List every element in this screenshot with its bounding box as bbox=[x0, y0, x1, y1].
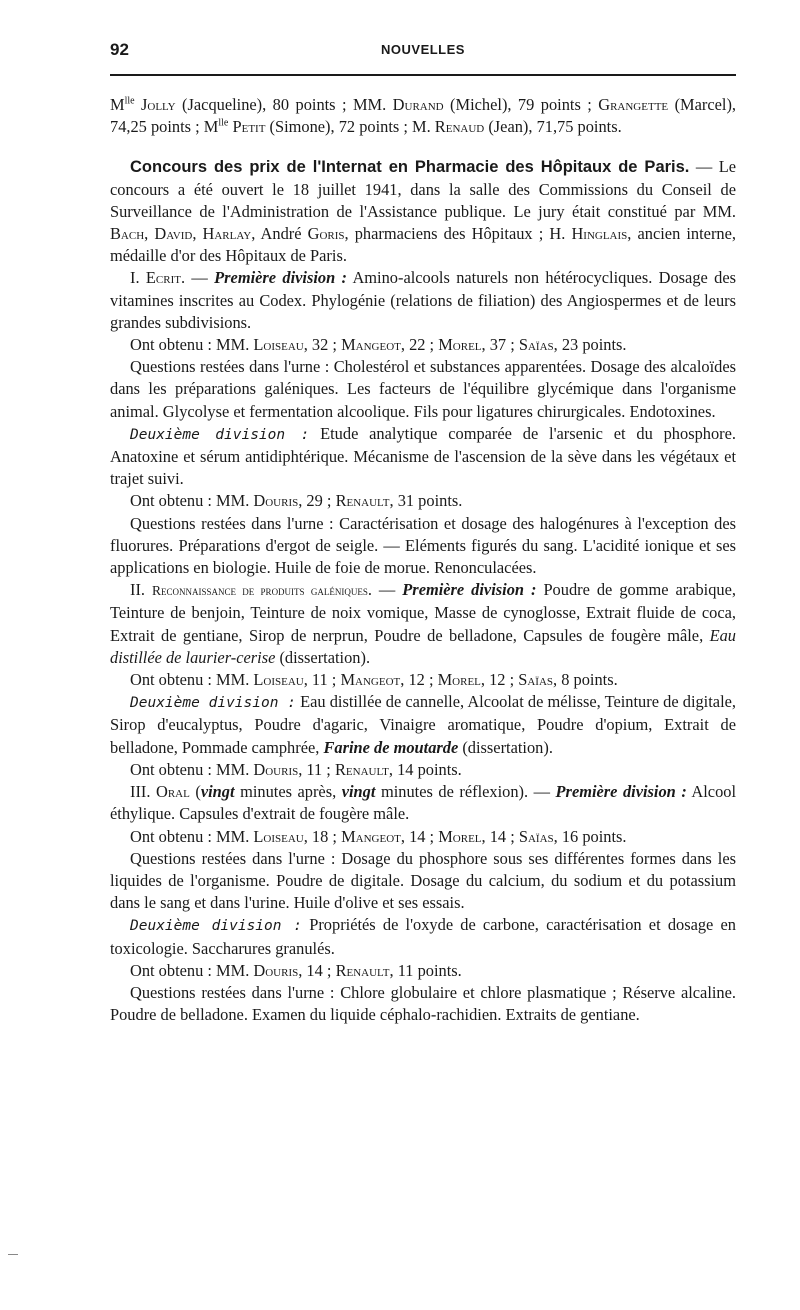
person-name: Douris bbox=[253, 759, 299, 779]
person-name: Morel bbox=[438, 826, 482, 846]
text: , André bbox=[251, 224, 308, 244]
paragraph-division bbox=[110, 423, 736, 491]
paragraph-concours bbox=[110, 156, 736, 267]
text: Propriétés de l'oxyde de carbone, caractérisation et dosage en toxicologie. Saccharures granulés. bbox=[110, 915, 736, 958]
spacer bbox=[110, 138, 736, 156]
person-name: Mangeot bbox=[341, 335, 401, 355]
text: minutes après, bbox=[234, 782, 342, 802]
text: , ancien interne, médaille d'or des Hôpitaux de Paris. bbox=[110, 224, 736, 266]
text: vingt bbox=[200, 782, 235, 802]
text: , 11 ; bbox=[298, 759, 335, 779]
paragraph-reconnaissance bbox=[110, 579, 736, 669]
text: lle bbox=[124, 95, 135, 107]
person-name: Loiseau bbox=[253, 335, 304, 355]
paragraph-questions: Questions restées dans l'urne : Caractérisation et dosage des halogénures à l'exception des fluorures. Préparations d'ergot de seigle. — Eléments figurés du sang. L'acidité ionique et ses applications en biologie. Huile de foie de morue. Renonculacées. bbox=[110, 513, 736, 578]
text: , 14 points. bbox=[388, 759, 462, 779]
division-label: Deuxième division : bbox=[130, 426, 310, 443]
text: , 23 points. bbox=[553, 335, 627, 355]
text: , 18 ; bbox=[303, 826, 342, 846]
person-name: Saïas bbox=[518, 670, 554, 690]
person-name: Bach bbox=[110, 224, 145, 244]
text: Eau distillée de cannelle, Alcoolat de mélisse, Teinture de digitale, Sirop d'eucalyptus, Poudre d'agaric, Vinaigre aromatique, Poudre d'opium, Extrait de belladone, Pommade camphrée, bbox=[110, 692, 736, 757]
text: , 22 ; bbox=[400, 335, 439, 355]
text: Reconnaissance de produits galéniques bbox=[152, 583, 368, 599]
text: , 14 ; bbox=[481, 826, 519, 846]
text: , 31 points. bbox=[389, 491, 463, 511]
scan-mark bbox=[8, 1254, 18, 1255]
running-title: NOUVELLES bbox=[381, 42, 465, 57]
text: Ont obtenu : MM. bbox=[130, 960, 254, 980]
text: (dissertation). bbox=[275, 647, 371, 667]
text: , bbox=[144, 224, 155, 244]
text: Ont obtenu : MM. bbox=[130, 826, 254, 846]
division-label: Deuxième division : bbox=[130, 918, 303, 935]
text: vingt bbox=[341, 782, 376, 802]
header-rule bbox=[110, 74, 736, 76]
person-name: Mangeot bbox=[340, 670, 401, 690]
person-name: Morel bbox=[438, 335, 482, 355]
page-number: 92 bbox=[110, 40, 129, 59]
person-name: Durand bbox=[392, 95, 444, 114]
paragraph-results bbox=[110, 960, 736, 982]
text: (Marcel), 74,25 points ; M bbox=[110, 95, 736, 137]
text: I. bbox=[130, 268, 146, 288]
text: M bbox=[110, 95, 125, 114]
paragraph-questions: Questions restées dans l'urne : Cholestérol et substances apparentées. Dosage des alcaloïdes dans les préparations galéniques. Les facteurs de l'équilibre glycémique dans l'organisme animal. Glycolyse et fermentation alcoolique. Fils pour ligatures chirurgicales. Endotoxines. bbox=[110, 357, 736, 421]
person-name: Goris bbox=[307, 224, 345, 244]
text: , 29 ; bbox=[298, 491, 336, 511]
person-name: Renaud bbox=[434, 117, 485, 137]
article-body bbox=[110, 94, 736, 1026]
text: Ont obtenu : MM. bbox=[130, 491, 254, 511]
person-name: Mangeot bbox=[341, 826, 401, 846]
text: , 12 ; bbox=[400, 670, 438, 690]
division-label: Première division : bbox=[214, 268, 348, 288]
text: (dissertation). bbox=[458, 737, 553, 757]
paragraph-questions: Questions restées dans l'urne : Chlore globulaire et chlore plasmatique ; Réserve alcaline. Poudre de belladone. Examen du liquide céphalo-rachidien. Extraits de gentiane. bbox=[110, 982, 736, 1025]
text: , 14 ; bbox=[400, 826, 439, 846]
division-label: Première division : bbox=[555, 782, 687, 802]
text: , 11 points. bbox=[389, 960, 462, 980]
text: — Le concours a été ouvert le 18 juillet 1941, dans la salle des Commissions du Conseil de Surveillance de l'Administration de l'Assistance publique. Le jury était constitué par MM. bbox=[110, 157, 736, 221]
division-label: Deuxième division : bbox=[130, 695, 296, 712]
text: Ecrit bbox=[145, 268, 181, 288]
paragraph-results bbox=[110, 669, 736, 691]
paragraph-division bbox=[110, 691, 736, 759]
paragraph-questions: Questions restées dans l'urne : Dosage du phosphore sous ses différentes formes dans les liquides de l'organisme. Poudre de digitale. Dosage du calcium, du sodium et du potassium dans le sang et dans l'urine. Huile d'olive et ses essais. bbox=[110, 848, 736, 913]
text: Farine de moutarde bbox=[323, 737, 459, 757]
text: II. bbox=[130, 580, 153, 600]
paragraph-division bbox=[110, 914, 736, 959]
text: , 11 ; bbox=[303, 670, 341, 690]
text: Ont obtenu : MM. bbox=[130, 670, 254, 690]
paragraph-laureates bbox=[110, 94, 736, 138]
text: minutes de réflexion). — bbox=[375, 782, 556, 802]
person-name: Jolly bbox=[141, 95, 176, 114]
text: III. bbox=[130, 782, 156, 802]
division-label: Première division : bbox=[402, 580, 537, 600]
paragraph-ecrit bbox=[110, 267, 736, 334]
text: , 16 points. bbox=[553, 826, 627, 846]
text: . — bbox=[180, 268, 215, 288]
text: Eau distillée de laurier-cerise bbox=[110, 625, 736, 667]
text: , 32 ; bbox=[303, 335, 342, 355]
paragraph-results bbox=[110, 826, 736, 848]
text: Etude analytique comparée de l'arsenic et du phosphore. Anatoxine et sérum antidiphtérique. Mécanisme de l'ascension de la sève dans les végétaux et trajet suivi. bbox=[110, 423, 736, 489]
text: , 14 ; bbox=[298, 960, 336, 980]
person-name: Petit bbox=[232, 117, 266, 137]
person-name: Grangette bbox=[598, 95, 669, 114]
person-name: Hinglais bbox=[571, 224, 628, 244]
text: , 12 ; bbox=[480, 670, 519, 690]
paragraph-results bbox=[110, 490, 736, 512]
person-name: Renault bbox=[334, 759, 389, 779]
text: Alcool éthylique. Capsules d'extrait de fougère mâle. bbox=[110, 782, 737, 824]
person-name: Loiseau bbox=[253, 670, 304, 690]
text: Poudre de gomme arabique, Teinture de benjoin, Teinture de noix vomique, Masse de cynoglosse, Extrait fluide de coca, Extrait de gentiane, Sirop de nerprun, Poudre de belladone, Capsules de fougère mâle, bbox=[110, 580, 736, 645]
text: , 37 ; bbox=[481, 335, 519, 355]
person-name: Loiseau bbox=[253, 826, 304, 846]
journal-page bbox=[110, 40, 736, 1290]
person-name: David bbox=[154, 224, 193, 244]
text: lle bbox=[218, 117, 229, 129]
text: ( bbox=[189, 782, 201, 802]
person-name: Douris bbox=[253, 960, 299, 980]
person-name: Morel bbox=[437, 670, 481, 690]
person-name: Renault bbox=[335, 960, 390, 980]
text: , 8 points. bbox=[553, 670, 618, 690]
person-name: Renault bbox=[335, 491, 390, 511]
text: , bbox=[192, 224, 203, 244]
text: (Simone), 72 points ; M. bbox=[265, 117, 435, 137]
section-heading: Concours des prix de l'Internat en Pharmacie des Hôpitaux de Paris. bbox=[130, 158, 690, 177]
page-header bbox=[110, 40, 736, 68]
text: Ont obtenu : MM. bbox=[130, 759, 254, 779]
text: , pharmaciens des Hôpitaux ; H. bbox=[344, 224, 572, 244]
text: (Jean), 71,75 points. bbox=[484, 117, 622, 137]
text: . — bbox=[367, 580, 403, 600]
paragraph-results bbox=[110, 759, 736, 781]
text: Ont obtenu : MM. bbox=[130, 335, 254, 355]
person-name: Douris bbox=[253, 491, 299, 511]
person-name: Saïas bbox=[518, 335, 554, 355]
text: Oral bbox=[156, 782, 190, 802]
text: (Michel), 79 points ; bbox=[443, 95, 599, 114]
paragraph-results bbox=[110, 334, 736, 356]
person-name: Harlay bbox=[202, 224, 252, 244]
text: (Jacqueline), 80 points ; MM. bbox=[175, 95, 393, 114]
person-name: Saïas bbox=[518, 826, 554, 846]
paragraph-oral bbox=[110, 781, 736, 825]
text: Amino-alcools naturels non hétérocycliques. Dosage des vitamines inscrites au Codex. Phylogénie (relations de filiation) des Angiospermes et de leurs grandes subdivisions. bbox=[110, 268, 736, 332]
